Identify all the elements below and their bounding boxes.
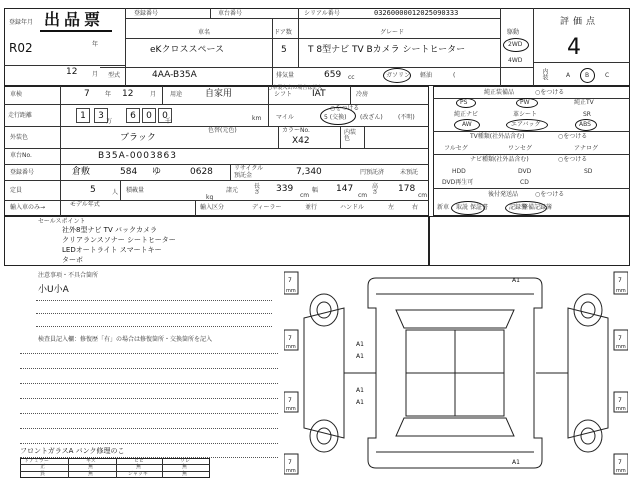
dim-unit: mm <box>286 468 296 474</box>
dim-label: 7 <box>288 397 292 404</box>
plate-number: 0628 <box>190 167 213 177</box>
mileage-digit: 3 <box>94 108 108 123</box>
plate-region: 倉敷 <box>72 167 91 177</box>
serial-label: シリアル番号 <box>304 10 340 17</box>
dim-unit: mm <box>616 406 626 412</box>
score-value: 4 <box>567 35 581 60</box>
windshield-note: フロントガラスA バンク修理のこ <box>20 447 125 455</box>
sales-line-4: ターボ <box>62 256 83 264</box>
dim-label: 7 <box>618 277 622 284</box>
damage-mark: A1 <box>356 399 364 406</box>
dim-unit: mm <box>616 344 626 350</box>
car-name: eKクロススペース <box>150 45 224 55</box>
height-value: 178 <box>398 184 416 194</box>
serial-value: 03260000012025090333 <box>374 9 459 17</box>
chassis-value: B35A-0003863 <box>98 151 177 161</box>
model-value: 4AA-B35A <box>152 70 197 80</box>
dim-label: 7 <box>618 459 622 466</box>
reg-label: 登録年月 <box>9 19 34 26</box>
dim-unit: mm <box>286 344 296 350</box>
reg-month: 12 <box>66 67 78 77</box>
fuel-gas: ガソリン <box>386 72 411 79</box>
dim-label: 7 <box>288 277 292 284</box>
usage-value: 自家用 <box>205 89 233 99</box>
page-title: 出品票 <box>44 10 105 29</box>
plate-kana: ゆ <box>152 167 162 177</box>
dim-label: 7 <box>288 459 292 466</box>
mileage-digit: 0 <box>142 108 156 123</box>
score-label: 評価点 <box>560 17 600 27</box>
shift-value: IAT <box>312 89 326 99</box>
damage-mark: A1 <box>356 341 364 348</box>
damage-mark: A1 <box>512 277 520 284</box>
mileage-digit: 6 <box>126 108 140 123</box>
plate-header-label: 登録番号 <box>134 10 159 17</box>
dim-label: 7 <box>618 335 622 342</box>
era-year: R02 <box>9 41 33 55</box>
capacity-value: 5 <box>90 185 96 195</box>
plate-class: 584 <box>120 167 138 177</box>
grade-value: T 8型ナビ TV Bカメラ シートヒーター <box>308 45 466 55</box>
car-diagram <box>284 268 628 476</box>
grade-label: グレード <box>380 29 405 36</box>
mileage-digit: 1 <box>76 108 90 123</box>
dim-unit: mm <box>286 406 296 412</box>
length-value: 339 <box>276 184 294 194</box>
caution-text: 小U小A <box>38 285 69 295</box>
car-name-label: 車名 <box>198 29 211 36</box>
sales-line-2: クリアランスソナー シートヒーター <box>62 236 176 244</box>
damage-mark: A1 <box>512 459 520 466</box>
damage-mark: A1 <box>356 353 364 360</box>
drive-2wd: 2WD <box>508 41 523 48</box>
dim-unit: mm <box>616 288 626 294</box>
inspection-year: 7 <box>84 89 90 99</box>
dim-label: 7 <box>288 335 292 342</box>
width-value: 147 <box>336 184 354 194</box>
dim-unit: mm <box>286 288 296 294</box>
mileage-digit: 0 <box>158 108 172 123</box>
inspection-month: 12 <box>122 89 134 99</box>
drive-4wd: 4WD <box>508 57 523 64</box>
dim-label: 7 <box>618 397 622 404</box>
sales-line-3: LEDオートライト スマートキー <box>62 246 162 254</box>
color-no: X42 <box>292 136 310 146</box>
displacement-value: 659 <box>324 70 342 80</box>
recycle-value: 7,340 <box>296 167 322 177</box>
id-header-label: 車台番号 <box>218 10 243 17</box>
dim-unit: mm <box>616 468 626 474</box>
sales-line-1: 社外8型ナビ TV バックカメラ <box>62 226 157 234</box>
doors-value: 5 <box>281 45 287 55</box>
color-value: ブラック <box>120 133 156 143</box>
fuel-light: 軽油 <box>420 72 433 79</box>
damage-mark: A1 <box>356 387 364 394</box>
